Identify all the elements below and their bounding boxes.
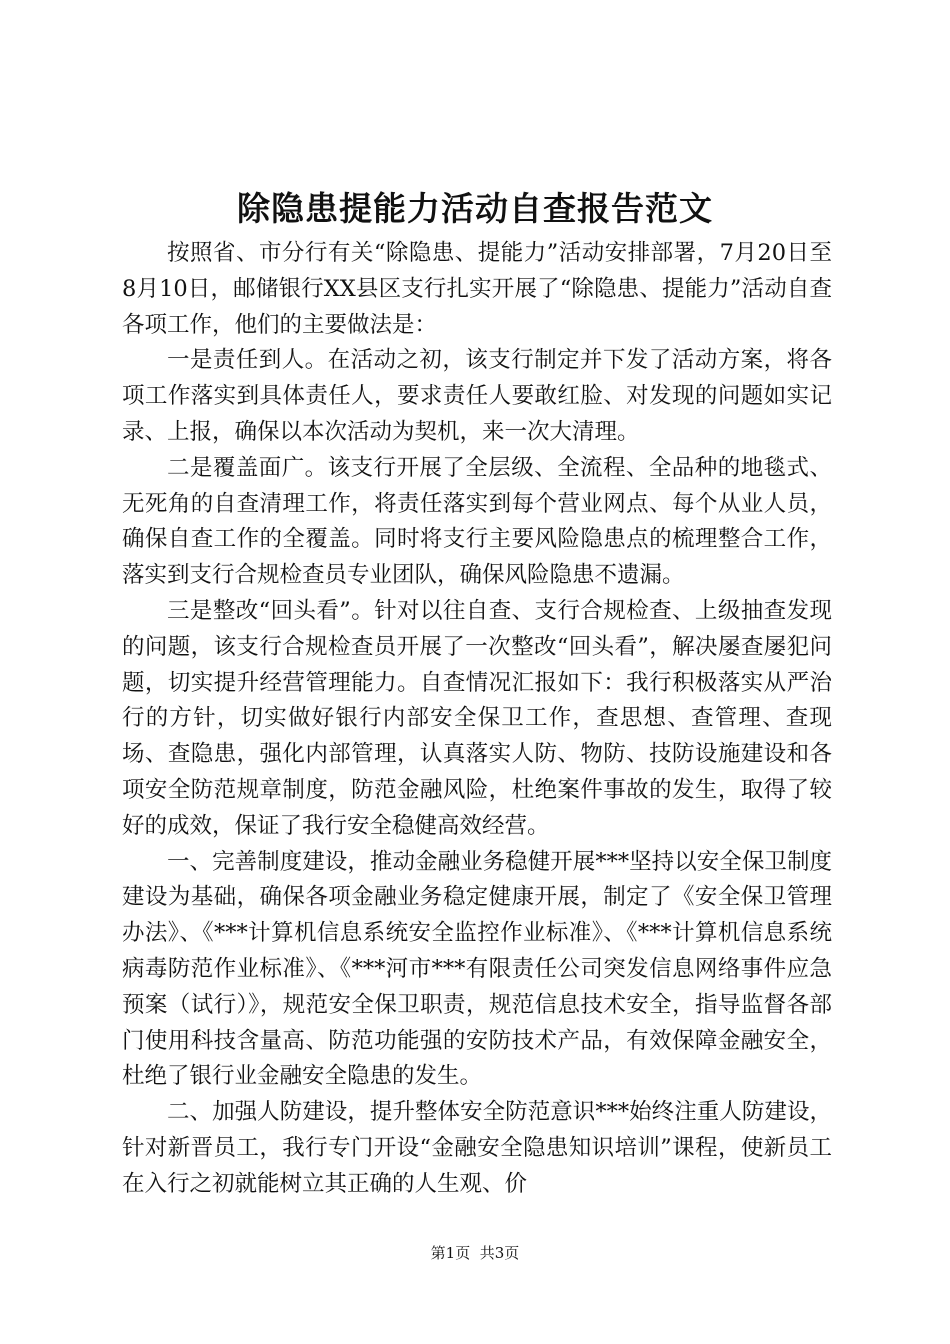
- page-footer: [0, 1242, 950, 1264]
- paragraph-coverage: 二是覆盖面广。该支行开展了全层级、全流程、全品种的地毯式、无死角的自查清理工作，将责任落实到每个营业网点、每个从业人员，确保自查工作的全覆盖。同时将支行主要风险隐患点的梳理整合工作，落实到支行合规检查员专业团队，确保风险隐患不遗漏。: [122, 454, 832, 589]
- paragraph-rectification: 三是整改“回头看”。针对以往自查、支行合规检查、上级抽查发现的问题，该支行合规检查员开展了一次整改“回头看”，解决屡查屡犯问题，切实提升经营管理能力。自查情况汇报如下：我行积极落实从严治行的方针，切实做好银行内部安全保卫工作，查思想、查管理、查现场、查隐患，强化内部管理，认真落实人防、物防、技防设施建设和各项安全防范规章制度，防范金融风险，杜绝案件事故的发生，取得了较好的成效，保证了我行安全稳健高效经营。: [122, 597, 832, 839]
- document-body: [122, 236, 832, 1203]
- page-total: 共3页: [479, 1244, 520, 1262]
- paragraph-personnel-defense: 二、加强人防建设，提升整体安全防范意识***始终注重人防建设，针对新晋员工，我行专门开设“金融安全隐患知识培训”课程，使新员工在入行之初就能树立其正确的人生观、价: [122, 1099, 832, 1197]
- paragraph-responsibility: 一是责任到人。在活动之初，该支行制定并下发了活动方案，将各项工作落实到具体责任人，要求责任人要敢红脸、对发现的问题如实记录、上报，确保以本次活动为契机，来一次大清理。: [122, 347, 832, 445]
- document-title: 除隐患提能力活动自查报告范文: [237, 189, 713, 228]
- paragraph-intro: 按照省、市分行有关“除隐患、提能力”活动安排部署，7月20日至8月10日，邮储银行XX县区支行扎实开展了“除隐患、提能力”活动自查各项工作，他们的主要做法是：: [122, 240, 832, 338]
- page-number: 第1页: [430, 1244, 471, 1262]
- paragraph-system-building: 一、完善制度建设，推动金融业务稳健开展***坚持以安全保卫制度建设为基础，确保各项金融业务稳定健康开展，制定了《安全保卫管理办法》、《***计算机信息系统安全监控作业标准》、《***计算机信息系统病毒防范作业标准》、《***河市***有限责任公司突发信息网络事件应急预案（试行）》，规范安全保卫职责，规范信息技术安全，指导监督各部门使用科技含量高、防范功能强的安防技术产品，有效保障金融安全，杜绝了银行业金融安全隐患的发生。: [122, 848, 832, 1090]
